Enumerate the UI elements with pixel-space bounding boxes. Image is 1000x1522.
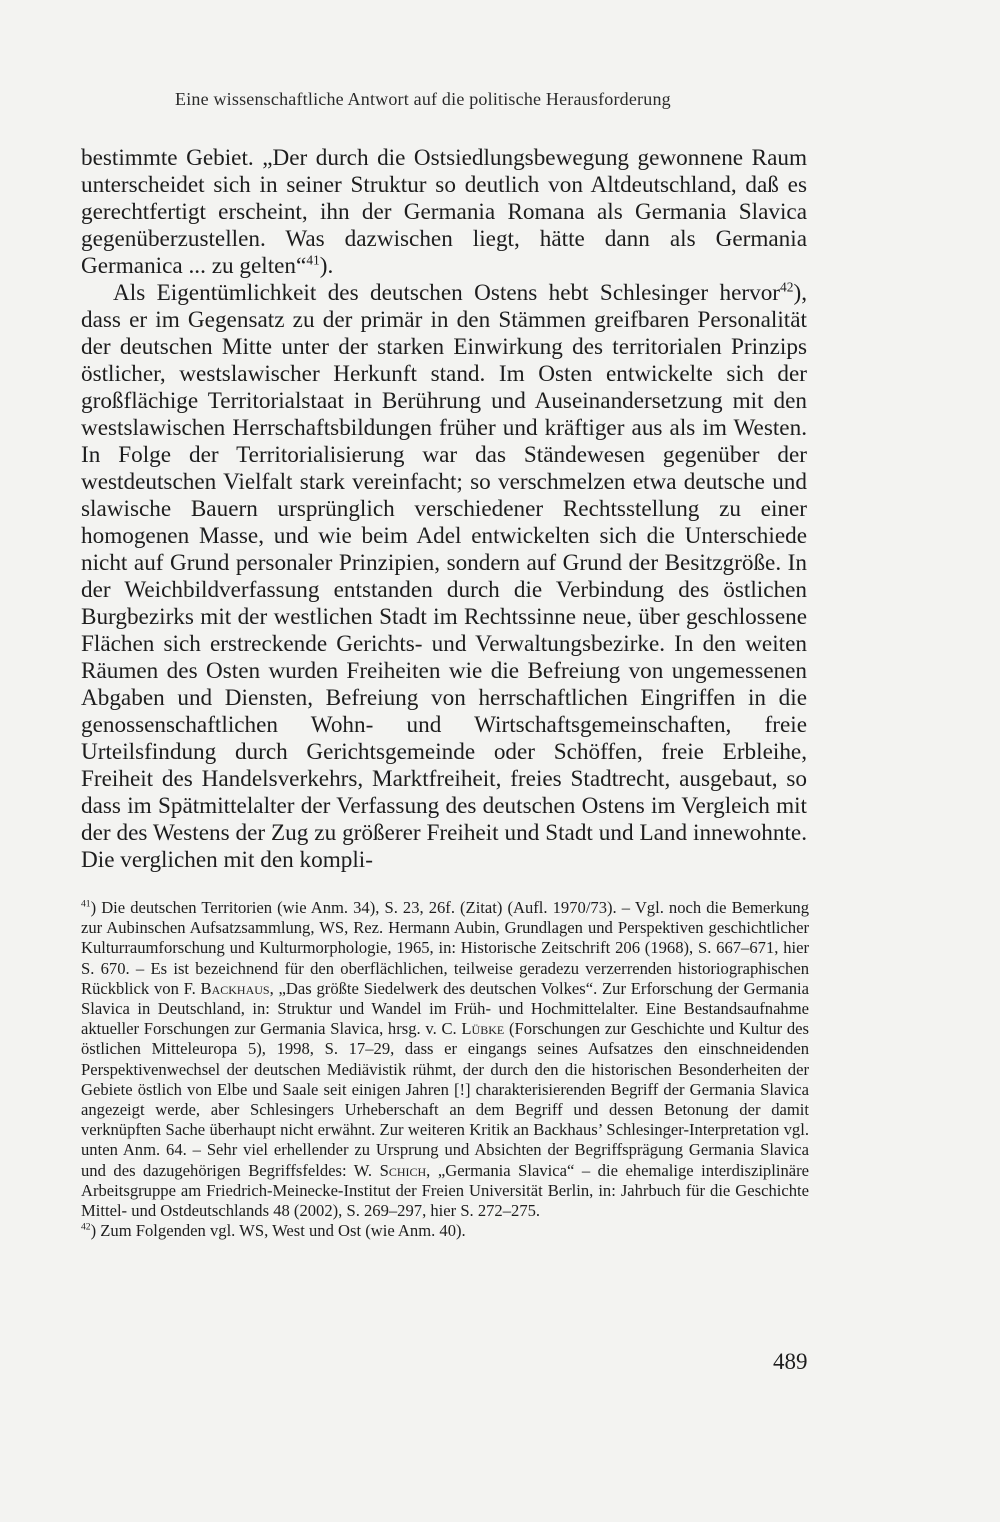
footnote-41-text-b: , „Das größte Siedelwerk des deutschen Volkes“. Zur Erforschung der Germania Slavica in Deutschland, in: Struktur und Wandel im Früh- und Hochmittelalter. Eine Bestandsaufnahme aktueller Forschungen zur Germania Slavica, hrsg. v. C. bbox=[81, 978, 809, 1039]
paragraph-2-rest: ), dass er im Gegensatz zu der primär in den Stämmen greifbaren Personalität der deutschen Mitte unter der starken Einwirkung des territorialen Prinzips östlicher, westslawischer Herkunft stand. Im Osten entwickelte sich der großflächige Territorialstaat in Berührung und Auseinandersetzung mit den westslawischen Herrschaftsbildungen früher und kräftiger aus als im Westen. In Folge der Territorialisierung war das Ständewesen gegenüber der westdeutschen Vielfalt stark vereinfacht; so verschmelzen etwa deutsche und slawische Bauern ursprünglich verschiedener Rechtsstellung zu einer homogenen Masse, und wie beim Adel entwickelten sich die Unterschiede nicht auf Grund personaler Prinzipien, sondern auf Grund der Besitzgröße. In der Weichbildverfassung entstanden durch die Verbindung des östlichen Burgbezirks mit der westlichen Stadt im Rechtssinne neue, über geschlossene Flächen sich erstreckende Gerichts- und Verwaltungsbezirke. In den weiten Räumen des Osten wurden Freiheiten wie die Befreiung von ungemessenen Abgaben und Diensten, Befreiung von herrschaftlichen Eingriffen in die genossenschaftlichen Wohn- und Wirtschaftsgemeinschaften, freie Urteilsfindung durch Gerichtsgemeinde oder Schöffen, freie Erbleihe, Freiheit des Handelsverkehrs, Marktfreiheit, freies Stadtrecht, ausgebaut, so dass im Spätmittelalter der Verfassung des deutschen Ostens im Vergleich mit der des Westens der Zug zu größerer Freiheit und Stadt und Land innewohnte. Die verglichen mit den kompli- bbox=[81, 280, 807, 873]
footnote-42-marker: 42 bbox=[81, 1221, 91, 1233]
footnotes bbox=[81, 898, 809, 1241]
footnote-41 bbox=[81, 898, 809, 1221]
footnote-ref-42[interactable]: 42 bbox=[780, 279, 794, 295]
footnote-41-marker: 41 bbox=[81, 898, 91, 910]
footnote-41-text-c: (Forschungen zur Geschichte und Kultur des östlichen Mitteleuropa 5), 1998, S. 17–29, dass er eingangs seines Aufsatzes den einschneidenden Perspektivenwechsel der deutschen Mediävistik rühmt, der durch den die historischen Besonderheiten der Gebiete östlich von Elbe und Saale seit einigen Jahren [!] charakterisierenden Begriff der Germania Slavica angezeigt werde, aber Schlesingers Urheberschaft an dem Begriff und dessen Betonung der damit verknüpften Sache überhaupt nicht erwähnt. Zur weiteren Kritik an Backhaus’ Schlesinger-Interpretation vgl. unten Anm. 64. – Sehr viel erhellender zu Ursprung und Absichten der Begriffsprägung Germania Slavica und des dazugehörigen Begriffsfeldes: W. bbox=[81, 1019, 809, 1180]
footnote-41-author-backhaus: Backhaus bbox=[200, 978, 270, 998]
running-head: Eine wissenschaftliche Antwort auf die politische Herausforderung bbox=[175, 89, 671, 109]
footnote-41-text-a: ) Die deutschen Territorien (wie Anm. 34), S. 23, 26f. (Zitat) (Aufl. 1970/73). – Vgl. noch die Bemerkung zur Aubinschen Aufsatzsammlung, WS, Rez. Hermann Aubin, Grundlagen und Perspektiven geschichtlicher Kulturraumforschung und Kulturmorphologie, 1965, in: Historische Zeitschrift 206 (1968), S. 667–671, hier S. 670. – Es ist bezeichnend für den oberflächlichen, teilweise geradezu verzerrenden historiographischen Rückblick von F. bbox=[81, 898, 809, 998]
footnote-42-text: ) Zum Folgenden vgl. WS, West und Ost (wie Anm. 40). bbox=[90, 1221, 466, 1241]
main-text bbox=[81, 145, 807, 874]
footnote-41-text-d: , „Germania Slavica“ – die ehemalige interdisziplinäre Arbeitsgruppe am Friedrich-Meinecke-Institut der Freien Universität Berlin, in: Jahrbuch für die Geschichte Mittel- und Ostdeutschlands 48 (2002), S. 269–297, hier S. 272–275. bbox=[81, 1160, 809, 1221]
paragraph-1-text: bestimmte Gebiet. „Der durch die Ostsiedlungsbewegung gewonnene Raum unterscheidet sich in seiner Struktur so deutlich von Altdeutschland, daß es gerechtfertigt erscheint, ihn der Germania Romana als Germania Slavica gegenüberzustellen. Was dazwischen liegt, hätte dann als Germania Germanica ... zu gelten“ bbox=[81, 145, 807, 279]
footnote-42 bbox=[81, 1221, 809, 1241]
paragraph-2-start: Als Eigentümlichkeit des deutschen Ostens hebt Schlesinger hervor bbox=[113, 280, 781, 306]
footnote-41-author-luebke: Lübke bbox=[461, 1019, 505, 1039]
footnote-41-author-schich: Schich bbox=[379, 1160, 427, 1180]
footnote-ref-41[interactable]: 41 bbox=[306, 252, 320, 268]
page-number: 489 bbox=[773, 1349, 808, 1374]
paragraph-2 bbox=[81, 280, 807, 874]
paragraph-1-end: ). bbox=[319, 253, 334, 279]
paragraph-1 bbox=[81, 145, 807, 280]
